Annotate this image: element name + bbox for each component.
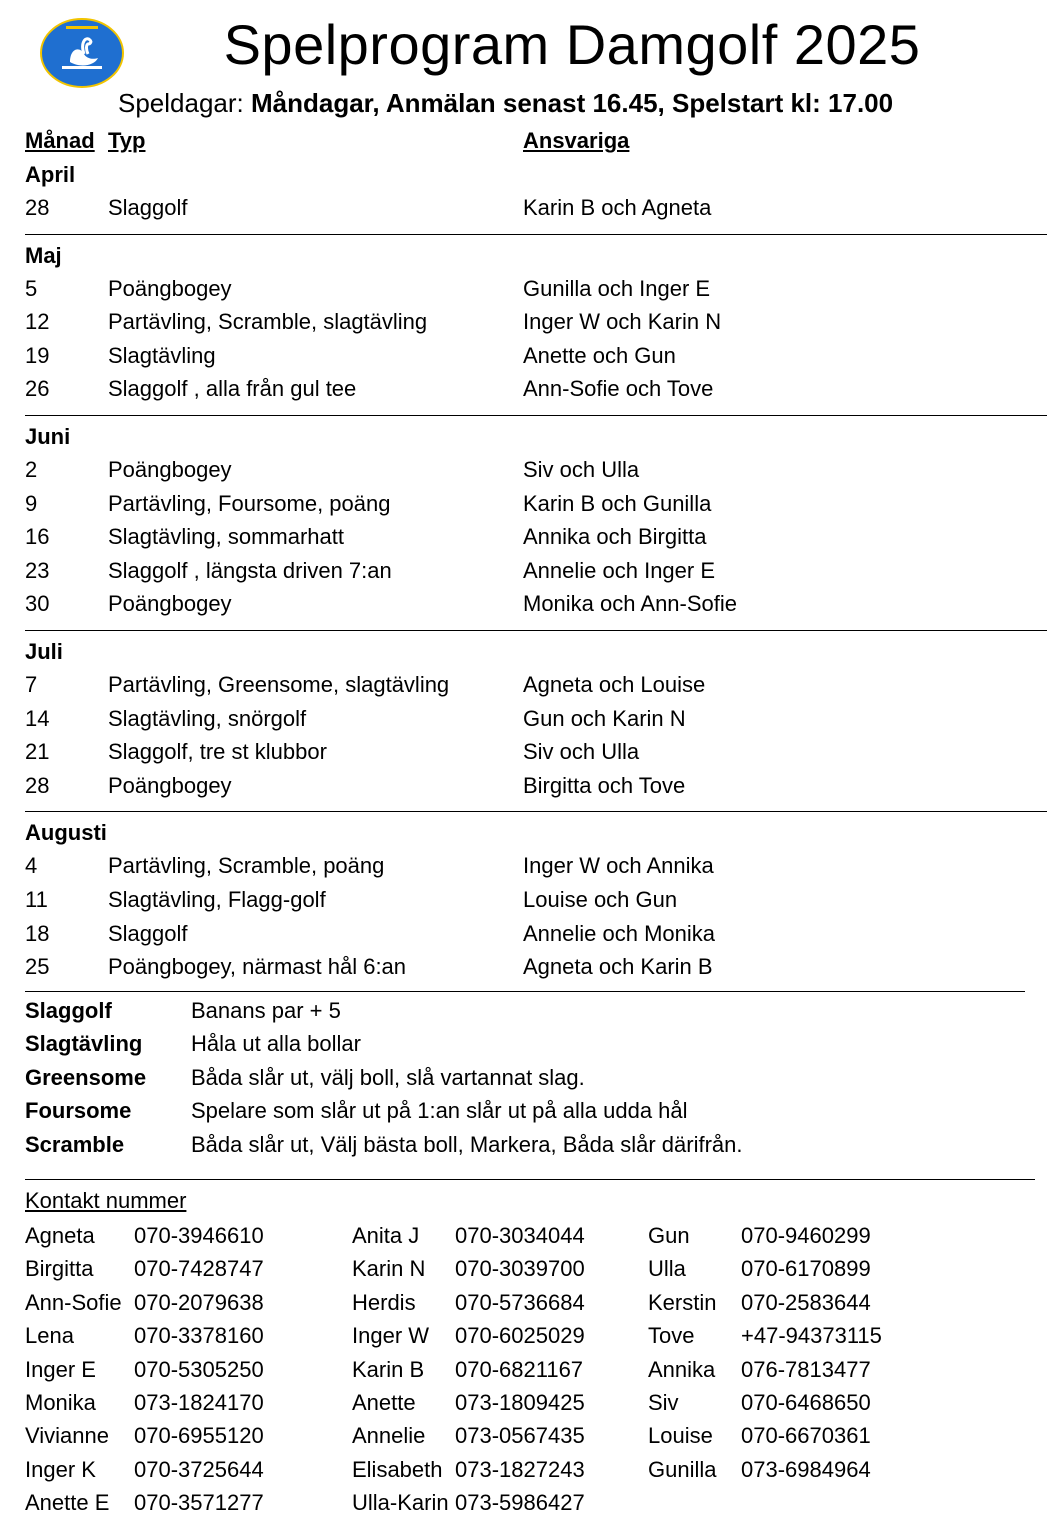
month-divider	[25, 630, 1047, 631]
month-name: Juli	[25, 638, 63, 664]
row-type: Slagtävling, Flagg-golf	[108, 886, 326, 912]
contact-name: Karin B	[352, 1356, 425, 1382]
row-responsible: Birgitta och Tove	[523, 772, 686, 798]
row-type: Slagtävling	[108, 342, 216, 368]
contact-name: Tove	[648, 1323, 695, 1349]
contact-row	[25, 1286, 1025, 1319]
contact-name: Monika	[25, 1389, 96, 1415]
legend-desc: Båda slår ut, välj boll, slå vartannat slag.	[191, 1064, 585, 1090]
schedule-row	[25, 372, 1047, 406]
row-type: Slaggolf	[108, 920, 188, 946]
row-responsible: Louise och Gun	[523, 886, 678, 912]
row-type: Poängbogey, närmast hål 6:an	[108, 954, 407, 980]
contact-name: Vivianne	[25, 1423, 109, 1449]
divider	[25, 1179, 1035, 1180]
month-divider	[25, 811, 1047, 812]
row-type: Partävling, Foursome, poäng	[108, 490, 391, 516]
page-subtitle	[118, 86, 893, 120]
contact-name: Kerstin	[648, 1289, 717, 1315]
month-block	[25, 635, 1047, 812]
row-type: Slaggolf	[108, 195, 188, 220]
legend-row	[25, 1027, 1025, 1060]
row-day: 30	[25, 591, 50, 617]
contact-name: Anette E	[25, 1490, 110, 1516]
subtitle-details: Måndagar, Anmälan senast 16.45, Spelstart kl: 17.00	[250, 88, 894, 118]
schedule-row	[25, 883, 1047, 917]
contact-phone: 073-1824170	[134, 1389, 264, 1415]
row-responsible: Karin B och Gunilla	[523, 490, 712, 516]
legend-desc: Båda slår ut, Välj bästa boll, Markera, Båda slår därifrån.	[191, 1131, 743, 1157]
contact-phone: 070-7428747	[134, 1256, 264, 1282]
row-responsible: Siv och Ulla	[523, 456, 640, 482]
row-day: 19	[25, 342, 50, 368]
row-type: Partävling, Scramble, slagtävling	[108, 309, 428, 335]
row-responsible: Siv och Ulla	[523, 739, 640, 765]
legend-term: Foursome	[25, 1098, 132, 1124]
contact-row	[25, 1353, 1025, 1386]
row-type: Partävling, Scramble, poäng	[108, 853, 385, 879]
contact-phone: 070-6955120	[134, 1423, 264, 1449]
schedule-row	[25, 305, 1047, 339]
row-responsible: Gunilla och Inger E	[523, 275, 711, 301]
header-responsible: Ansvariga	[523, 128, 630, 153]
row-day: 4	[25, 853, 38, 879]
contact-row	[25, 1486, 1025, 1519]
contacts-title: Kontakt nummer	[25, 1188, 187, 1213]
row-day: 25	[25, 954, 50, 980]
header-type: Typ	[108, 128, 146, 153]
row-type: Poängbogey	[108, 456, 232, 482]
schedule-row	[25, 735, 1047, 769]
schedule-row	[25, 272, 1047, 306]
contact-phone: 076-7813477	[741, 1356, 871, 1382]
header-month: Månad	[25, 128, 95, 153]
contact-name: Inger K	[25, 1456, 96, 1482]
row-type: Poängbogey	[108, 772, 232, 798]
row-responsible: Annelie och Inger E	[523, 557, 716, 583]
row-responsible: Inger W och Karin N	[523, 309, 722, 335]
row-type: Partävling, Greensome, slagtävling	[108, 671, 450, 697]
row-responsible: Monika och Ann-Sofie	[523, 591, 738, 617]
schedule-row	[25, 769, 1047, 803]
row-day: 12	[25, 309, 50, 335]
contact-row	[25, 1252, 1025, 1285]
row-responsible: Agneta och Louise	[523, 671, 706, 697]
legend-row	[25, 1128, 1025, 1161]
contact-phone: 070-2583644	[741, 1289, 871, 1315]
month-block	[25, 420, 1047, 631]
legend-row	[25, 994, 1025, 1027]
schedule-row	[25, 668, 1047, 702]
legend-row	[25, 1061, 1025, 1094]
row-responsible: Annelie och Monika	[523, 920, 716, 946]
row-type: Slagtävling, sommarhatt	[108, 524, 344, 550]
contact-name: Annelie	[352, 1423, 426, 1449]
row-day: 26	[25, 376, 50, 402]
schedule-row	[25, 702, 1047, 736]
month-divider	[25, 234, 1047, 235]
row-day: 5	[25, 275, 38, 301]
contact-phone: 070-9460299	[741, 1223, 871, 1248]
row-day: 14	[25, 705, 50, 731]
schedule-row	[25, 849, 1047, 883]
contact-name: Ann-Sofie	[25, 1289, 122, 1315]
contact-name: Ulla	[648, 1256, 686, 1282]
legend-term: Slagtävling	[25, 1031, 143, 1057]
contact-phone: 070-3034044	[455, 1223, 585, 1248]
row-responsible: Anette och Gun	[523, 342, 676, 368]
row-type: Slaggolf , alla från gul tee	[108, 376, 357, 402]
legend-desc: Spelare som slår ut på 1:an slår ut på alla udda hål	[191, 1098, 688, 1124]
legend-term: Greensome	[25, 1064, 147, 1090]
contact-phone: 073-5986427	[455, 1490, 585, 1516]
contact-name: Birgitta	[25, 1256, 94, 1282]
row-day: 28	[25, 195, 50, 220]
contact-phone: 073-1809425	[455, 1389, 585, 1415]
contact-name: Lena	[25, 1323, 74, 1349]
contact-phone: 070-6170899	[741, 1256, 871, 1282]
contact-phone: 070-5305250	[134, 1356, 264, 1382]
row-responsible: Karin B och Agneta	[523, 195, 712, 220]
schedule-header	[25, 124, 1047, 158]
schedule-row	[25, 520, 1047, 554]
schedule-row	[25, 453, 1047, 487]
contact-name: Inger W	[352, 1323, 430, 1349]
contact-phone: 070-6670361	[741, 1423, 871, 1449]
row-type: Slaggolf, tre st klubbor	[108, 739, 327, 765]
contact-row	[25, 1453, 1025, 1486]
month-divider	[25, 415, 1047, 416]
legend-desc: Håla ut alla bollar	[191, 1031, 361, 1057]
contact-name: Elisabeth	[352, 1456, 443, 1482]
contact-phone: 070-3725644	[134, 1456, 264, 1482]
row-day: 11	[25, 886, 48, 912]
contact-name: Karin N	[352, 1256, 426, 1282]
row-day: 28	[25, 772, 50, 798]
contact-row	[25, 1419, 1025, 1452]
contact-name: Siv	[648, 1389, 679, 1415]
contact-phone: 070-3571277	[134, 1490, 264, 1516]
contact-name: Inger E	[25, 1356, 96, 1382]
month-block	[25, 816, 1047, 983]
months-container	[25, 158, 1047, 984]
row-day: 9	[25, 490, 38, 516]
page-title: Spelprogram Damgolf 2025	[223, 13, 921, 76]
legend	[25, 994, 1025, 1161]
row-day: 7	[25, 671, 38, 697]
contact-phone: 070-6025029	[455, 1323, 585, 1349]
row-type: Slagtävling, snörgolf	[108, 705, 307, 731]
divider	[25, 991, 1025, 992]
row-responsible: Agneta och Karin B	[523, 954, 713, 980]
contact-name: Louise	[648, 1423, 713, 1449]
contact-name: Agneta	[25, 1223, 95, 1248]
month-block	[25, 158, 1047, 235]
schedule-row	[25, 339, 1047, 373]
month-block	[25, 239, 1047, 416]
contact-phone: 070-6468650	[741, 1389, 871, 1415]
contact-phone: 070-3946610	[134, 1223, 264, 1248]
row-responsible: Annika och Birgitta	[523, 524, 707, 550]
schedule-row	[25, 554, 1047, 588]
legend-term: Slaggolf	[25, 998, 112, 1023]
legend-term: Scramble	[25, 1131, 125, 1157]
contact-phone: 070-2079638	[134, 1289, 264, 1315]
contact-phone: 073-6984964	[741, 1456, 871, 1482]
schedule-row	[25, 950, 1047, 984]
contact-phone: 073-0567435	[455, 1423, 585, 1449]
contact-name: Herdis	[352, 1289, 416, 1315]
schedule-row	[25, 487, 1047, 521]
contact-row	[25, 1219, 1025, 1252]
row-day: 23	[25, 557, 50, 583]
schedule-row	[25, 191, 1047, 225]
row-day: 2	[25, 456, 38, 482]
contact-phone: 070-3039700	[455, 1256, 585, 1282]
contact-phone: 073-1827243	[455, 1456, 585, 1482]
contact-name: Ulla-Karin	[352, 1490, 449, 1516]
schedule-row	[25, 917, 1047, 951]
contact-name: Anette	[352, 1389, 416, 1415]
schedule-table	[25, 124, 1047, 984]
legend-desc: Banans par + 5	[191, 998, 341, 1023]
month-name: Maj	[25, 242, 62, 268]
subtitle-prefix: Speldagar:	[118, 88, 251, 118]
contact-phone: 070-3378160	[134, 1323, 264, 1349]
row-day: 21	[25, 739, 50, 765]
schedule-row	[25, 587, 1047, 621]
row-type: Poängbogey	[108, 591, 232, 617]
month-name: April	[25, 162, 76, 187]
row-day: 18	[25, 920, 50, 946]
legend-row	[25, 1094, 1025, 1127]
contact-name: Gun	[648, 1223, 690, 1248]
contact-name: Anita J	[352, 1223, 420, 1248]
month-name: Augusti	[25, 820, 107, 846]
row-responsible: Gun och Karin N	[523, 705, 686, 731]
contact-phone: +47-94373115	[741, 1323, 882, 1349]
row-responsible: Inger W och Annika	[523, 853, 714, 879]
row-responsible: Ann-Sofie och Tove	[523, 376, 714, 402]
contact-row	[25, 1386, 1025, 1419]
contacts-list	[25, 1219, 1025, 1520]
contact-name: Gunilla	[648, 1456, 717, 1482]
contact-phone: 070-5736684	[455, 1289, 585, 1315]
row-type: Poängbogey	[108, 275, 232, 301]
row-day: 16	[25, 524, 50, 550]
month-name: Juni	[25, 423, 71, 449]
row-type: Slaggolf , längsta driven 7:an	[108, 557, 392, 583]
contact-name: Annika	[648, 1356, 716, 1382]
contact-row	[25, 1319, 1025, 1352]
contact-phone: 070-6821167	[455, 1356, 584, 1382]
